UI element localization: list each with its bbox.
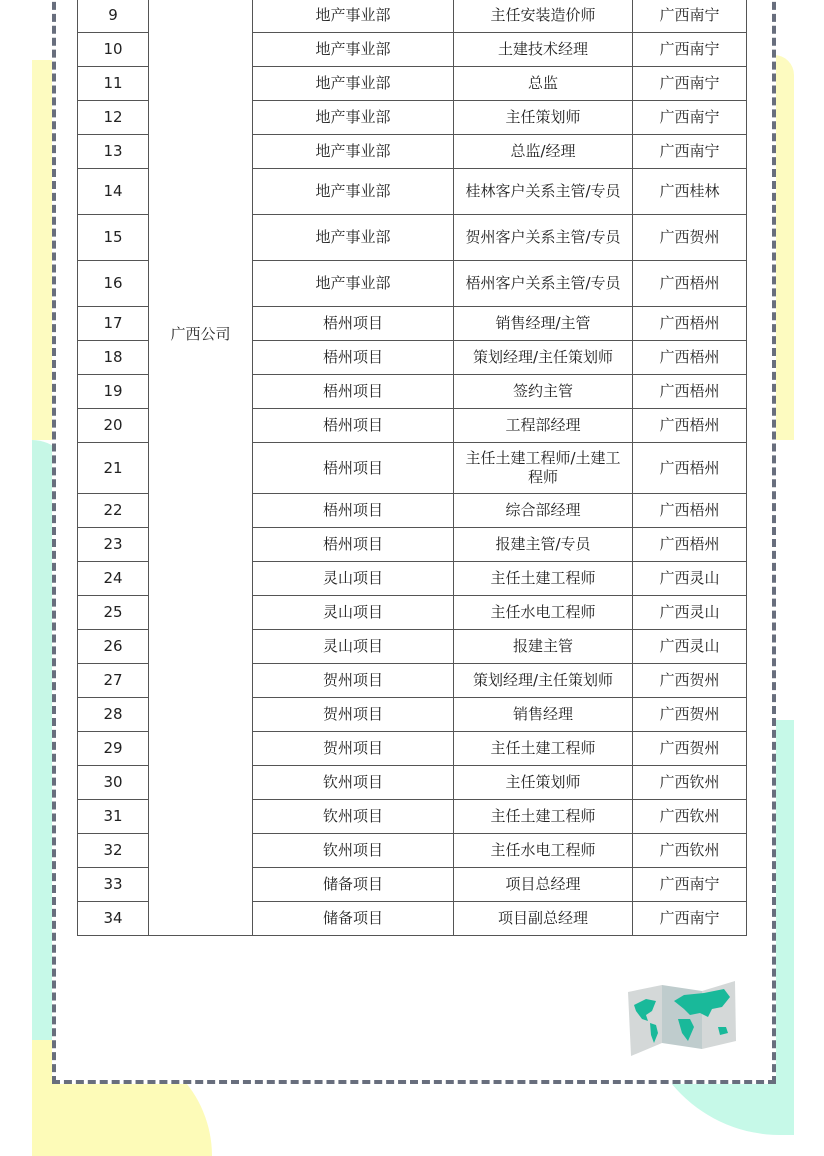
row-number-cell: 23 bbox=[78, 528, 149, 562]
row-number-cell: 13 bbox=[78, 135, 149, 169]
row-number-cell: 31 bbox=[78, 800, 149, 834]
position-cell: 项目总经理 bbox=[454, 868, 633, 902]
position-cell: 综合部经理 bbox=[454, 494, 633, 528]
position-cell: 主任土建工程师 bbox=[454, 562, 633, 596]
department-cell: 地产事业部 bbox=[253, 0, 454, 33]
department-cell: 灵山项目 bbox=[253, 630, 454, 664]
location-cell: 广西南宁 bbox=[633, 101, 747, 135]
location-cell: 广西贺州 bbox=[633, 732, 747, 766]
row-number-cell: 21 bbox=[78, 443, 149, 494]
location-cell: 广西钦州 bbox=[633, 766, 747, 800]
position-cell: 工程部经理 bbox=[454, 409, 633, 443]
row-number-cell: 33 bbox=[78, 868, 149, 902]
department-cell: 钦州项目 bbox=[253, 800, 454, 834]
row-number-cell: 18 bbox=[78, 341, 149, 375]
location-cell: 广西梧州 bbox=[633, 528, 747, 562]
department-cell: 梧州项目 bbox=[253, 341, 454, 375]
location-cell: 广西梧州 bbox=[633, 494, 747, 528]
position-cell: 主任水电工程师 bbox=[454, 834, 633, 868]
location-cell: 广西钦州 bbox=[633, 800, 747, 834]
row-number-cell: 28 bbox=[78, 698, 149, 732]
world-map-icon bbox=[622, 975, 742, 1063]
location-cell: 广西梧州 bbox=[633, 341, 747, 375]
location-cell: 广西贺州 bbox=[633, 664, 747, 698]
position-cell: 签约主管 bbox=[454, 375, 633, 409]
row-number-cell: 12 bbox=[78, 101, 149, 135]
row-number-cell: 16 bbox=[78, 261, 149, 307]
position-cell: 报建主管 bbox=[454, 630, 633, 664]
department-cell: 地产事业部 bbox=[253, 67, 454, 101]
department-cell: 地产事业部 bbox=[253, 33, 454, 67]
department-cell: 梧州项目 bbox=[253, 409, 454, 443]
department-cell: 梧州项目 bbox=[253, 528, 454, 562]
position-cell: 销售经理/主管 bbox=[454, 307, 633, 341]
row-number-cell: 26 bbox=[78, 630, 149, 664]
department-cell: 地产事业部 bbox=[253, 101, 454, 135]
location-cell: 广西梧州 bbox=[633, 307, 747, 341]
position-cell: 主任策划师 bbox=[454, 766, 633, 800]
location-cell: 广西南宁 bbox=[633, 33, 747, 67]
position-cell: 总监 bbox=[454, 67, 633, 101]
department-cell: 地产事业部 bbox=[253, 135, 454, 169]
position-cell: 报建主管/专员 bbox=[454, 528, 633, 562]
row-number-cell: 30 bbox=[78, 766, 149, 800]
position-cell: 土建技术经理 bbox=[454, 33, 633, 67]
location-cell: 广西桂林 bbox=[633, 169, 747, 215]
row-number-cell: 19 bbox=[78, 375, 149, 409]
department-cell: 储备项目 bbox=[253, 868, 454, 902]
department-cell: 梧州项目 bbox=[253, 443, 454, 494]
department-cell: 贺州项目 bbox=[253, 664, 454, 698]
location-cell: 广西灵山 bbox=[633, 562, 747, 596]
row-number-cell: 17 bbox=[78, 307, 149, 341]
row-number-cell: 32 bbox=[78, 834, 149, 868]
row-number-cell: 24 bbox=[78, 562, 149, 596]
department-cell: 钦州项目 bbox=[253, 766, 454, 800]
position-cell: 桂林客户关系主管/专员 bbox=[454, 169, 633, 215]
department-cell: 梧州项目 bbox=[253, 494, 454, 528]
row-number-cell: 14 bbox=[78, 169, 149, 215]
row-number-cell: 22 bbox=[78, 494, 149, 528]
position-cell: 梧州客户关系主管/专员 bbox=[454, 261, 633, 307]
location-cell: 广西灵山 bbox=[633, 630, 747, 664]
row-number-cell: 11 bbox=[78, 67, 149, 101]
department-cell: 贺州项目 bbox=[253, 732, 454, 766]
position-cell: 项目副总经理 bbox=[454, 902, 633, 936]
location-cell: 广西灵山 bbox=[633, 596, 747, 630]
row-number-cell: 25 bbox=[78, 596, 149, 630]
job-table bbox=[77, 0, 747, 936]
department-cell: 地产事业部 bbox=[253, 261, 454, 307]
row-number-cell: 27 bbox=[78, 664, 149, 698]
position-cell: 策划经理/主任策划师 bbox=[454, 664, 633, 698]
row-number-cell: 29 bbox=[78, 732, 149, 766]
company-cell: 广西公司 bbox=[149, 0, 253, 936]
department-cell: 地产事业部 bbox=[253, 169, 454, 215]
location-cell: 广西梧州 bbox=[633, 375, 747, 409]
location-cell: 广西梧州 bbox=[633, 443, 747, 494]
location-cell: 广西南宁 bbox=[633, 135, 747, 169]
row-number-cell: 9 bbox=[78, 0, 149, 33]
department-cell: 灵山项目 bbox=[253, 596, 454, 630]
location-cell: 广西南宁 bbox=[633, 902, 747, 936]
position-cell: 主任土建工程师 bbox=[454, 800, 633, 834]
position-cell: 总监/经理 bbox=[454, 135, 633, 169]
location-cell: 广西梧州 bbox=[633, 409, 747, 443]
position-cell: 主任土建工程师 bbox=[454, 732, 633, 766]
position-cell: 贺州客户关系主管/专员 bbox=[454, 215, 633, 261]
table-row bbox=[78, 0, 747, 33]
department-cell: 梧州项目 bbox=[253, 307, 454, 341]
location-cell: 广西钦州 bbox=[633, 834, 747, 868]
location-cell: 广西南宁 bbox=[633, 0, 747, 33]
position-cell: 销售经理 bbox=[454, 698, 633, 732]
location-cell: 广西贺州 bbox=[633, 215, 747, 261]
location-cell: 广西梧州 bbox=[633, 261, 747, 307]
department-cell: 贺州项目 bbox=[253, 698, 454, 732]
position-cell: 主任土建工程师/土建工程师 bbox=[454, 443, 633, 494]
department-cell: 梧州项目 bbox=[253, 375, 454, 409]
position-cell: 主任水电工程师 bbox=[454, 596, 633, 630]
department-cell: 灵山项目 bbox=[253, 562, 454, 596]
position-cell: 主任安装造价师 bbox=[454, 0, 633, 33]
location-cell: 广西南宁 bbox=[633, 868, 747, 902]
location-cell: 广西贺州 bbox=[633, 698, 747, 732]
row-number-cell: 34 bbox=[78, 902, 149, 936]
department-cell: 储备项目 bbox=[253, 902, 454, 936]
department-cell: 钦州项目 bbox=[253, 834, 454, 868]
row-number-cell: 15 bbox=[78, 215, 149, 261]
department-cell: 地产事业部 bbox=[253, 215, 454, 261]
position-cell: 主任策划师 bbox=[454, 101, 633, 135]
position-cell: 策划经理/主任策划师 bbox=[454, 341, 633, 375]
location-cell: 广西南宁 bbox=[633, 67, 747, 101]
row-number-cell: 20 bbox=[78, 409, 149, 443]
row-number-cell: 10 bbox=[78, 33, 149, 67]
